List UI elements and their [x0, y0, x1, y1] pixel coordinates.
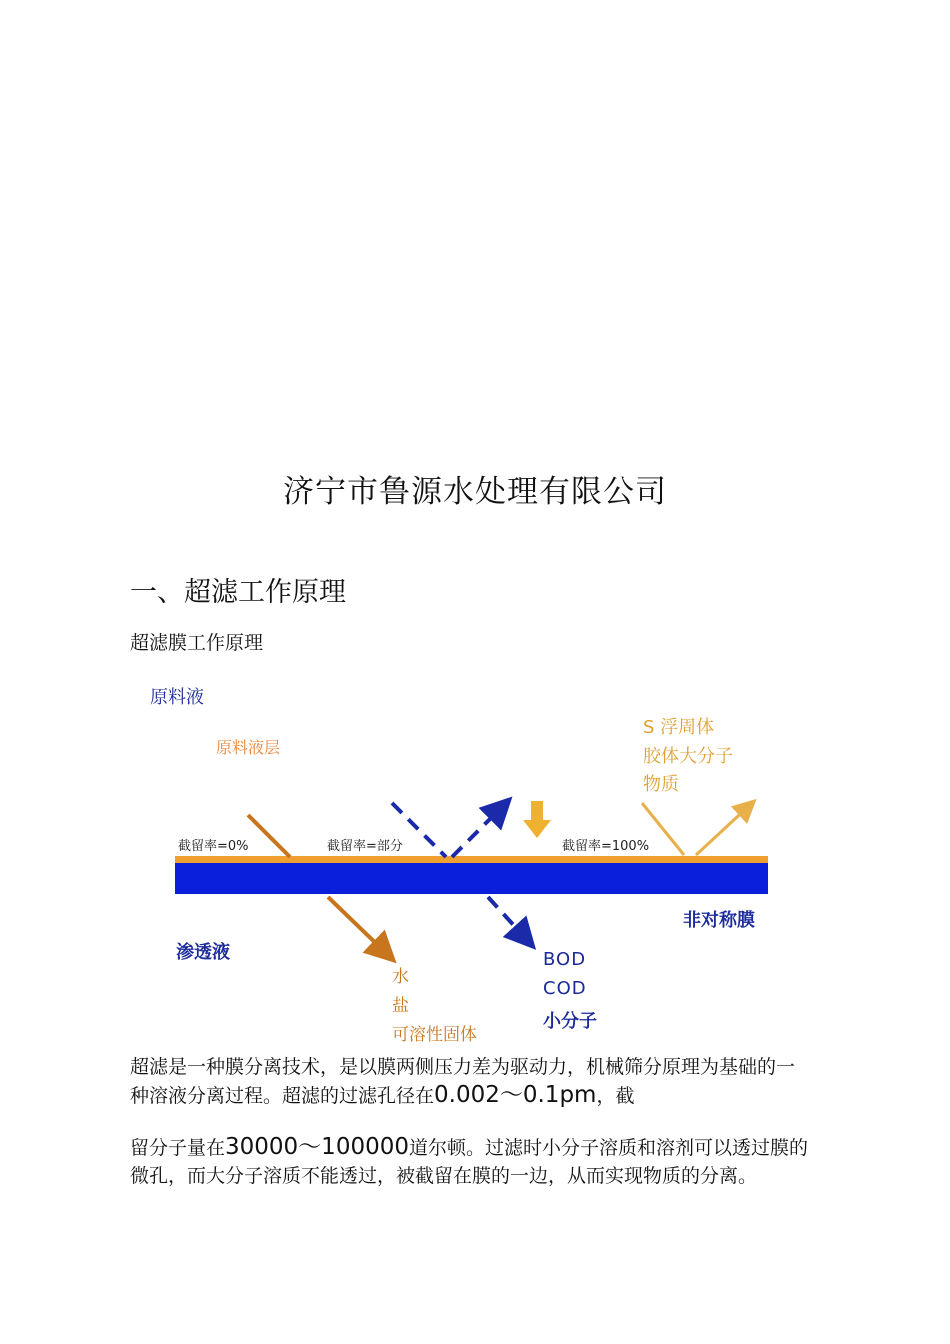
- paragraph-1: [130, 1053, 860, 1110]
- passing-label-solids: 可溶性固体: [392, 1025, 477, 1045]
- rejection-full-label: 截留率=100%: [562, 839, 650, 854]
- paragraph-2-line-1: 留分子量在30000〜100000道尔顿。过滤时小分子溶质和溶剂可以透过膜的: [130, 1134, 808, 1160]
- subheading: 超滤膜工作原理: [130, 632, 264, 654]
- feed-label: 原料液: [150, 687, 204, 708]
- rejected-arrow-out: [696, 805, 750, 855]
- membrane-support-layer: [175, 863, 768, 894]
- water-arrow-in: [248, 815, 290, 857]
- paragraph-1-line-1: 超滤是一种膜分离技术，是以膜两侧压力差为驱动力，机械筛分原理为基础的一: [130, 1056, 796, 1078]
- partial-arrow-out: [488, 897, 528, 941]
- paragraph-1-line-2: 种溶液分离过程。超滤的过滤孔径在0.002〜0.1pm，截: [130, 1082, 635, 1108]
- rejected-label-3: 物质: [643, 774, 679, 795]
- permeate-label: 渗透液: [176, 942, 230, 963]
- paragraph-2: [130, 1133, 860, 1190]
- feed-down-arrow: [523, 801, 551, 838]
- section-heading: 一、超滤工作原理: [130, 577, 346, 608]
- passing-label-salt: 盐: [392, 996, 409, 1016]
- rejection-partial-label: 截留率=部分: [327, 839, 403, 854]
- rejection-zero-label: 截留率=0%: [178, 839, 249, 854]
- paragraph-2-line-2: 微孔，而大分子溶质不能透过，被截留在膜的一边，从而实现物质的分离。: [130, 1165, 758, 1187]
- water-arrow-out: [328, 897, 388, 955]
- partial-arrow-reflect: [452, 805, 504, 857]
- partial-label-cod: COD: [543, 978, 587, 999]
- partial-label-bod: BOD: [543, 949, 587, 970]
- rejected-label-1: S 浮周体: [643, 717, 715, 738]
- membrane-skin-layer: [175, 856, 768, 863]
- feed-layer-label: 原料液层: [216, 738, 281, 757]
- passing-label-water: 水: [392, 967, 409, 987]
- rejected-label-2: 胶体大分子: [643, 746, 733, 767]
- partial-label-small-molecules: 小分子: [543, 1011, 597, 1032]
- membrane-label: 非对称膜: [683, 910, 755, 931]
- company-title: 济宁市鲁源水处理有限公司: [283, 474, 667, 510]
- ultrafiltration-diagram: [140, 675, 790, 1045]
